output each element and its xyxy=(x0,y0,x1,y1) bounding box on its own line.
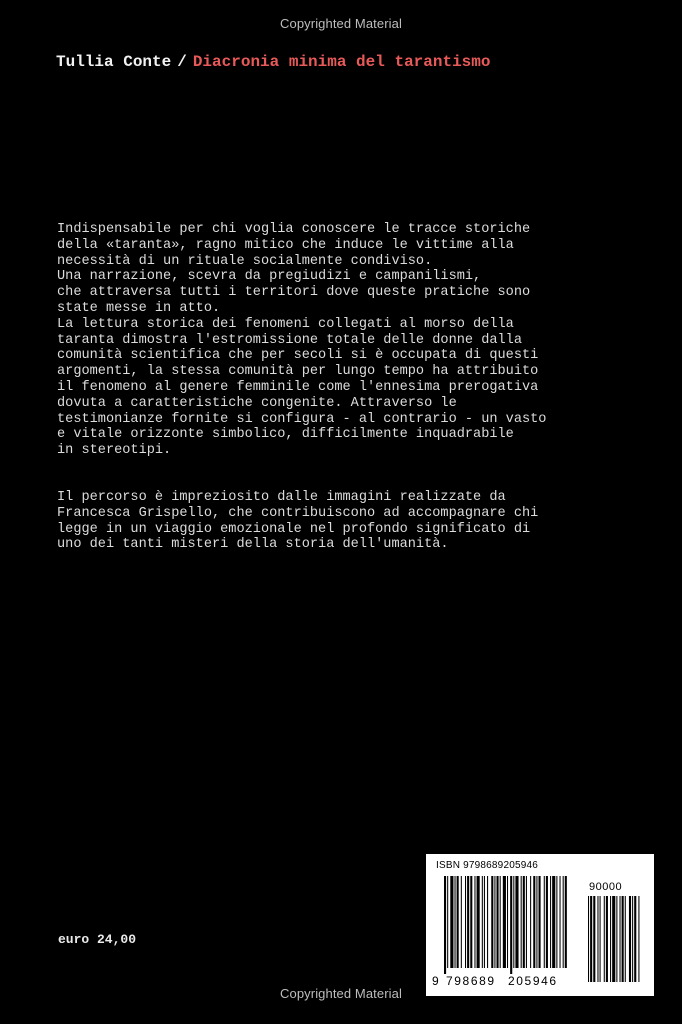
barcode-bar xyxy=(632,896,633,982)
barcode-bar xyxy=(494,876,495,968)
blurb-line: Francesca Grispello, che contribuiscono ad accompagnare chi xyxy=(57,505,539,521)
barcode-bar xyxy=(467,876,469,968)
author-name: Tullia Conte xyxy=(56,53,172,71)
barcode-bar xyxy=(465,876,466,968)
blurb-line: che attraversa tutti i territori dove queste pratiche sono xyxy=(57,285,531,301)
blurb-line: in stereotipi. xyxy=(57,443,172,459)
barcode-bar xyxy=(563,876,564,968)
barcode-bar xyxy=(533,876,535,968)
copyright-watermark-bottom: Copyrighted Material xyxy=(280,986,402,1001)
barcode-bar xyxy=(600,896,601,982)
cover-header xyxy=(56,53,490,71)
isbn-label: ISBN 9798689205946 xyxy=(436,860,539,871)
barcode-bar xyxy=(539,876,541,968)
ean-right-digits: 205946 xyxy=(508,974,558,988)
barcode-bar xyxy=(477,876,480,968)
blurb-line: comunità scientifica che per secoli si è occupata di questi xyxy=(57,348,539,364)
blurb-line: dovuta a caratteristiche congenite. Attraverso le xyxy=(57,395,457,411)
ean-left-digits: 798689 xyxy=(446,974,496,988)
book-title: Diacronia minima del tarantismo xyxy=(192,53,491,71)
barcode-addon-number: 90000 xyxy=(589,881,623,893)
blurb-line: uno dei tanti misteri della storia dell'umanità. xyxy=(57,537,449,553)
barcode-bar xyxy=(484,876,485,968)
barcode-bar xyxy=(546,876,548,968)
barcode-bar xyxy=(588,896,589,982)
barcode-bar xyxy=(455,876,456,968)
barcode-bar xyxy=(610,896,611,982)
barcode-bar xyxy=(593,896,595,982)
barcode-bar xyxy=(612,896,615,982)
barcode-bar xyxy=(560,876,561,968)
barcode-bar xyxy=(450,876,453,968)
barcode-bar xyxy=(550,876,551,968)
blurb-line: argomenti, la stessa comunità per lungo tempo ha attribuito xyxy=(57,364,539,380)
barcode-bar xyxy=(625,896,626,982)
barcode-bar xyxy=(556,876,557,968)
blurb-line: state messe in atto. xyxy=(57,300,221,316)
blurb-line: legge in un viaggio emozionale nel profondo significato di xyxy=(57,521,531,537)
barcode-bar xyxy=(497,876,499,968)
barcode-bar xyxy=(470,876,472,968)
barcode-bar xyxy=(515,876,518,968)
blurb-line: e vitale orizzonte simbolico, difficilmente inquadrabile xyxy=(57,427,514,443)
barcode-bar xyxy=(526,876,527,968)
barcode-bar xyxy=(513,876,514,968)
barcode-bar xyxy=(482,876,483,968)
barcode-bar xyxy=(507,876,508,968)
blurb-line: il fenomeno al genere femminile come l'ennesima prerogativa xyxy=(57,379,539,395)
barcode-bar xyxy=(510,876,512,974)
barcode-bar xyxy=(503,876,506,968)
header-separator: / xyxy=(177,53,187,71)
barcode-bar xyxy=(606,896,608,982)
blurb-line: della «taranta», ragno mitico che induce le vittime alla xyxy=(57,237,514,253)
barcode-bar xyxy=(544,876,545,968)
blurb-line: taranta dimostra l'estromissione totale delle donne dalla xyxy=(57,332,522,348)
barcode-bar xyxy=(634,896,636,982)
blurb-line: Il percorso è impreziosito dalle immagini realizzate da xyxy=(57,489,506,505)
barcode-bar xyxy=(590,896,592,982)
barcode-bar xyxy=(622,896,624,982)
blurb-line: testimonianze fornite si configura - al contrario - un vasto xyxy=(57,411,547,427)
blurb-line: necessità di un rituale socialmente condiviso. xyxy=(57,253,433,269)
barcode-bar xyxy=(536,876,537,968)
barcode-bar xyxy=(491,876,493,968)
price-label: euro 24,00 xyxy=(58,932,137,947)
barcode-bar xyxy=(457,876,459,968)
barcode-bar xyxy=(616,896,617,982)
barcode-bar xyxy=(620,896,621,982)
barcode-bar xyxy=(629,896,631,982)
barcode-bar xyxy=(447,876,448,968)
barcode-bar xyxy=(474,876,475,968)
barcode-bar xyxy=(444,876,446,974)
barcode-bar xyxy=(552,876,555,968)
paragraph-gap xyxy=(57,459,617,490)
ean-first-digit: 9 xyxy=(432,974,439,988)
barcode-bar xyxy=(523,876,525,968)
blurb-line: La lettura storica dei fenomeni collegati al morso della xyxy=(57,316,514,332)
barcode-bar xyxy=(487,876,488,968)
barcode-bar xyxy=(604,896,605,982)
blurb-line: Una narrazione, scevra da pregiudizi e campanilismi, xyxy=(57,269,482,285)
copyright-watermark-top: Copyrighted Material xyxy=(280,16,402,31)
isbn-barcode-box xyxy=(426,854,654,996)
barcode-bar xyxy=(530,876,531,968)
barcode-bar xyxy=(597,896,598,982)
barcode-bar xyxy=(500,876,501,968)
barcode-bar xyxy=(638,896,639,982)
blurb-line: Indispensabile per chi voglia conoscere le tracce storiche xyxy=(57,222,531,237)
blurb-text xyxy=(57,222,617,553)
barcode-bar xyxy=(521,876,522,968)
barcode-bar xyxy=(565,876,567,968)
barcode-bar xyxy=(461,876,462,968)
